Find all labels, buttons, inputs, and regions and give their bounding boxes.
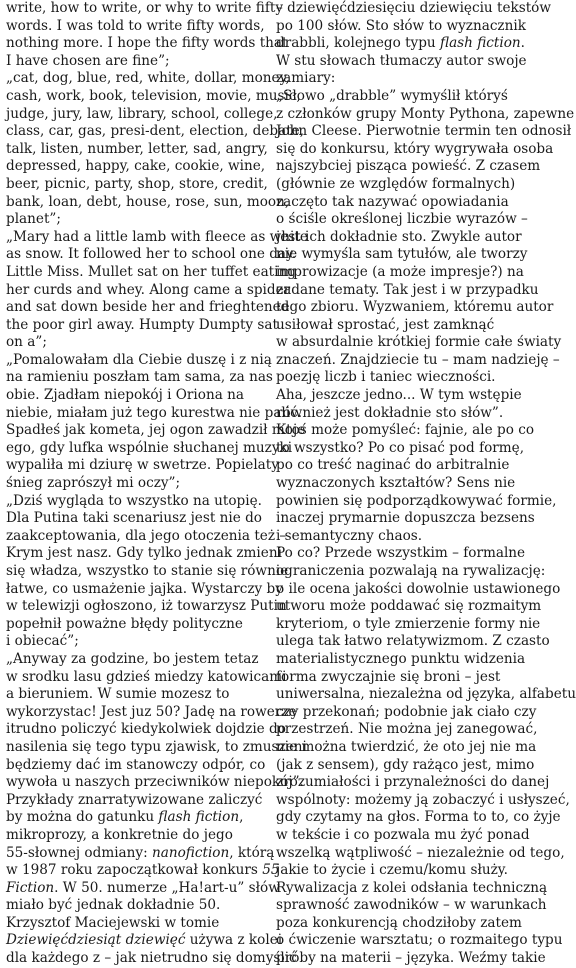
left-column-text-line: śnieg zaprószył mi oczy”;	[6, 475, 181, 492]
left-column-paragraph	[6, 492, 289, 651]
left-column-text-line: nasilenia się tego typu zjawisk, to zmuszeni	[6, 738, 307, 755]
left-column-text-line: a bieruniem. W sumie mozesz to	[6, 686, 230, 703]
left-column-text-line: 55-słownej odmiany: nanofiction, którą	[6, 844, 275, 861]
left-column-text-line: mikroprozy, a konkretnie do jego	[6, 826, 233, 843]
left-column-text-line: Dziewięćdziesiąt dziewięć używa z kolei	[6, 932, 283, 949]
right-column-text-line: również jest dokładnie sto słów”.	[276, 404, 504, 421]
right-column-text-line: John Cleese. Pierwotnie termin ten odnosił	[276, 123, 572, 140]
left-column-paragraph	[6, 650, 307, 792]
left-column-text-line: as snow. It followed her to school one day.	[6, 246, 297, 263]
left-column-text-line: by można do gatunku flash fiction,	[6, 809, 244, 826]
left-column-text-line: beer, picnic, party, shop, store, credit,	[6, 175, 268, 192]
left-column-text-line: I have chosen are fine”;	[6, 52, 170, 69]
left-column-text-line: „Pomalowałam dla Ciebie duszę i z nią	[6, 351, 272, 368]
left-column-text-line: class, car, gas, presi-dent, election, debate,	[6, 123, 305, 140]
right-column-text-line: znaczeń. Znajdziecie tu – mam nadzieję –	[276, 351, 560, 368]
left-column-paragraph	[6, 791, 280, 915]
right-column-text-line: improwizacje (a może impresje?) na	[276, 263, 524, 280]
right-column-paragraph	[276, 545, 576, 879]
left-column-paragraph	[6, 228, 308, 352]
left-column-text-line: „Mary had a little lamb with fleece as white	[6, 228, 308, 245]
right-column-text-line: po 100 słów. Sto słów to wyznacznik	[276, 17, 526, 34]
right-column-text-line: materialistycznego punktu widzenia	[276, 650, 526, 667]
right-column-text-line: wszelką wątpliwość – niezależnie od tego,	[276, 844, 565, 861]
right-column-text-line: inaczej prymarnie dopuszcza bezsens	[276, 510, 535, 527]
left-column-paragraph	[6, 914, 297, 968]
right-column-text-line: o ćwiczenie warsztatu; o rozmaitego typu	[276, 932, 563, 949]
left-column-text-line: talk, listen, number, letter, sad, angry,	[6, 140, 268, 157]
left-column-text-line: łatwe, co usmażenie jajka. Wystarczy by	[6, 580, 283, 597]
left-column-text-line: wypaliła mi dziurę w swetrze. Popielaty	[6, 457, 279, 474]
right-column-text-line: z członków grupy Monty Pythona, zapewne	[276, 105, 575, 122]
left-column-text-line: będziemy dać im stanowczy odpór, co	[6, 756, 266, 773]
right-column-text-line: zadane tematy. Tak jest i w przypadku	[276, 281, 539, 298]
left-column-text-line: w telewizji ogłoszono, iż towarzysz Putin	[6, 598, 287, 615]
left-column-text-line: Fiction. W 50. numerze „Ha!art-u” słów	[6, 879, 280, 896]
left-column-text-line: cash, work, book, television, movie, music,	[6, 87, 301, 104]
right-column-text-line: tego zbioru. Wyzwaniem, któremu autor	[276, 299, 554, 316]
left-column-text-line: „Anyway za godzine, bo jestem tetaz	[6, 650, 259, 667]
right-column-text-line: o ile ocena jakości dowolnie ustawionego	[276, 580, 561, 597]
left-column-text-line: wywoła u naszych przeciwników niepokój”.	[6, 774, 304, 791]
right-column-text-line: wyznaczonych kształtów? Sens nie	[276, 475, 516, 492]
right-column-text-line: ograniczenia pozwalają na rywalizację:	[276, 563, 546, 579]
left-column-text-line: miało być jednak dokładnie 50.	[6, 897, 221, 914]
left-column-text-line: and sat down beside her and frieghtened	[6, 299, 290, 316]
left-column-text-line: depressed, happy, cake, cookie, wine,	[6, 158, 266, 175]
left-column-text-line: itrudno policzyć kiedykolwiek dojdzie do	[6, 721, 286, 738]
left-column-text-line: Krzysztof Maciejewski w tomie	[6, 914, 220, 931]
right-column-text-line: Po co? Przede wszystkim – formalne	[276, 545, 526, 562]
left-column-text-line: niebie, miałam już tego kurestwa nie palić.	[6, 404, 303, 421]
right-column-text-line: przestrzeń. Nie można jej zanegować,	[276, 721, 538, 738]
right-column-text-line: „Słowo „drabble” wymyślił któryś	[276, 87, 508, 104]
left-column-text-line: obie. Zjadłam niepokój i Oriona na	[6, 387, 244, 404]
right-column-text-line: usiłował sprostać, jest zamknąć	[276, 316, 495, 333]
right-column-text-line: kryteriom, o tyle zmierzenie formy nie	[276, 615, 541, 632]
left-column-text-line: w 1987 roku zapoczątkował konkurs 55	[6, 862, 280, 879]
right-column-text-line: o ściśle określonej liczbie wyrazów –	[276, 211, 528, 228]
left-column-text-line: bank, loan, debt, house, rose, sun, moon,	[6, 193, 290, 210]
left-column-text-line: write, how to write, or why to write fifty	[6, 0, 284, 16]
right-column-text-line: próby na materii – języka. Weźmy takie	[276, 950, 546, 967]
left-column-text-line: zaakceptowania, dla jego otoczenia też –	[6, 527, 287, 544]
right-text-column	[276, 0, 576, 968]
left-column-text-line: Spadłeś jak kometa, jej ogon zawadził moje	[6, 422, 306, 439]
left-column-text-line: i obiecać”;	[6, 633, 79, 650]
right-column-text-line: zaczęto tak nazywać opowiadania	[276, 193, 509, 210]
right-column-text-line: (głównie ze względów formalnych)	[276, 175, 516, 192]
left-column-text-line: judge, jury, law, library, school, college,	[6, 105, 278, 122]
right-column-text-line: Aha, jeszcze jedno... W tym wstępie	[276, 387, 522, 404]
right-column-text-line: utworu może poddawać się rozmaitym	[276, 598, 542, 615]
right-column-text-line: nie można twierdzić, że oto jej nie ma	[276, 738, 537, 755]
right-column-paragraph	[276, 87, 575, 422]
left-column-text-line: Dla Putina taki scenariusz jest nie do	[6, 510, 262, 527]
right-column-text-line: w absurdalnie krótkiej formie całe światy	[276, 334, 562, 351]
right-column-text-line: poezję liczb i taniec wieczności.	[276, 369, 496, 386]
right-column-text-line: jakie to życie i czemu/komu służy.	[276, 862, 509, 879]
left-column-text-line: Przykłady znarratywizowane zaliczyć	[6, 791, 263, 808]
left-column-text-line: wykorzystac! Jest juz 50? Jadę na rowerze	[6, 703, 297, 720]
right-column-paragraph	[276, 879, 563, 968]
right-column-text-line: uniwersalna, niezależna od języka, alfabetu	[276, 686, 576, 703]
right-column-text-line: W stu słowach tłumaczy autor swoje	[276, 52, 527, 69]
right-column-text-line: Ktoś może pomyśleć: fajnie, ale po co	[276, 422, 535, 439]
right-column-text-line: poza konkurencją chodziłoby zatem	[276, 914, 522, 931]
right-column-paragraph	[276, 0, 552, 88]
left-column-text-line: Little Miss. Mullet sat on her tuffet eating	[6, 263, 296, 280]
right-column-text-line: to wszystko? Po co pisać pod formę,	[276, 439, 525, 456]
right-column-text-line: w tekście i co pozwala mu żyć ponad	[276, 826, 530, 843]
left-column-text-line: się władza, wszystko to stanie się równie	[6, 563, 289, 579]
right-column-text-line: drabbli, kolejnego typu flash fiction.	[276, 35, 525, 52]
right-column-text-line: zrozumiałości i przynależności do danej	[276, 774, 550, 791]
right-column-text-line: czy przekonań; podobnie jak ciało czy	[276, 703, 537, 720]
right-column-text-line: ulega tak łatwo relatywizmom. Z czasto	[276, 633, 550, 650]
right-column-text-line: najszybciej pisząca powieść. Z czasem	[276, 158, 541, 175]
left-column-text-line: „cat, dog, blue, red, white, dollar, money,	[6, 70, 290, 87]
left-column-text-line: popełnił poważne błędy polityczne	[6, 615, 243, 632]
right-column-text-line: sprawność zawodników – w warunkach	[276, 897, 547, 914]
right-column-text-line: powinien się podporządkowywać formie,	[276, 492, 557, 509]
left-column-text-line: „Dziś wygląda to wszystko na utopię.	[6, 492, 262, 509]
left-column-text-line: her curds and whey. Along came a spider	[6, 281, 291, 298]
right-column-text-line: nie wymyśla sam tytułów, ale tworzy	[276, 246, 528, 263]
left-column-text-line: on a”;	[6, 334, 47, 351]
left-column-text-line: ego, gdy lufka wspólnie słuchanej muzyki	[6, 439, 293, 456]
right-column-text-line: się do konkursu, który wygrywała osoba	[276, 140, 554, 157]
right-column-text-line: forma zwyczajnie się broni – jest	[276, 668, 501, 685]
left-column-text-line: dla każdego z – jak nietrudno się domyślić	[6, 950, 297, 967]
left-column-paragraph	[6, 0, 288, 70]
right-column-text-line: Rywalizacja z kolei odsłania techniczną	[276, 879, 548, 896]
right-column-text-line: gdy czytamy na głos. Forma to to, co żyje	[276, 809, 561, 826]
left-column-text-line: w srodku lasu gdzieś miedzy katowicami	[6, 668, 287, 685]
left-column-paragraph	[6, 70, 305, 228]
left-column-text-line: the poor girl away. Humpty Dumpty sat	[6, 316, 278, 333]
right-column-text-line: – dziewięćdziesięciu dziewięciu tekstów	[276, 0, 552, 16]
left-column-paragraph	[6, 351, 306, 493]
right-column-text-line: zamiary:	[276, 70, 336, 87]
right-column-paragraph	[276, 422, 557, 545]
right-column-text-line: jest ich dokładnie sto. Zwykle autor	[276, 228, 522, 245]
right-column-text-line: (jak z sensem), gdy rażąco jest, mimo	[276, 756, 535, 773]
left-column-text-line: nothing more. I hope the fifty words that	[6, 35, 288, 52]
left-column-text-line: words. I was told to write fifty words,	[6, 17, 265, 34]
left-column-text-line: na ramieniu poszłam tam sama, za nas	[6, 369, 273, 386]
left-column-text-line: planet”;	[6, 211, 61, 228]
right-column-text-line: po co treść naginać do arbitralnie	[276, 457, 510, 474]
right-column-text-line: i semantyczny chaos.	[276, 527, 423, 544]
left-column-text-line: Krym jest nasz. Gdy tylko jednak zmieni	[6, 545, 282, 562]
right-column-text-line: wspólnoty: możemy ją zobaczyć i usłyszeć,	[276, 791, 570, 808]
